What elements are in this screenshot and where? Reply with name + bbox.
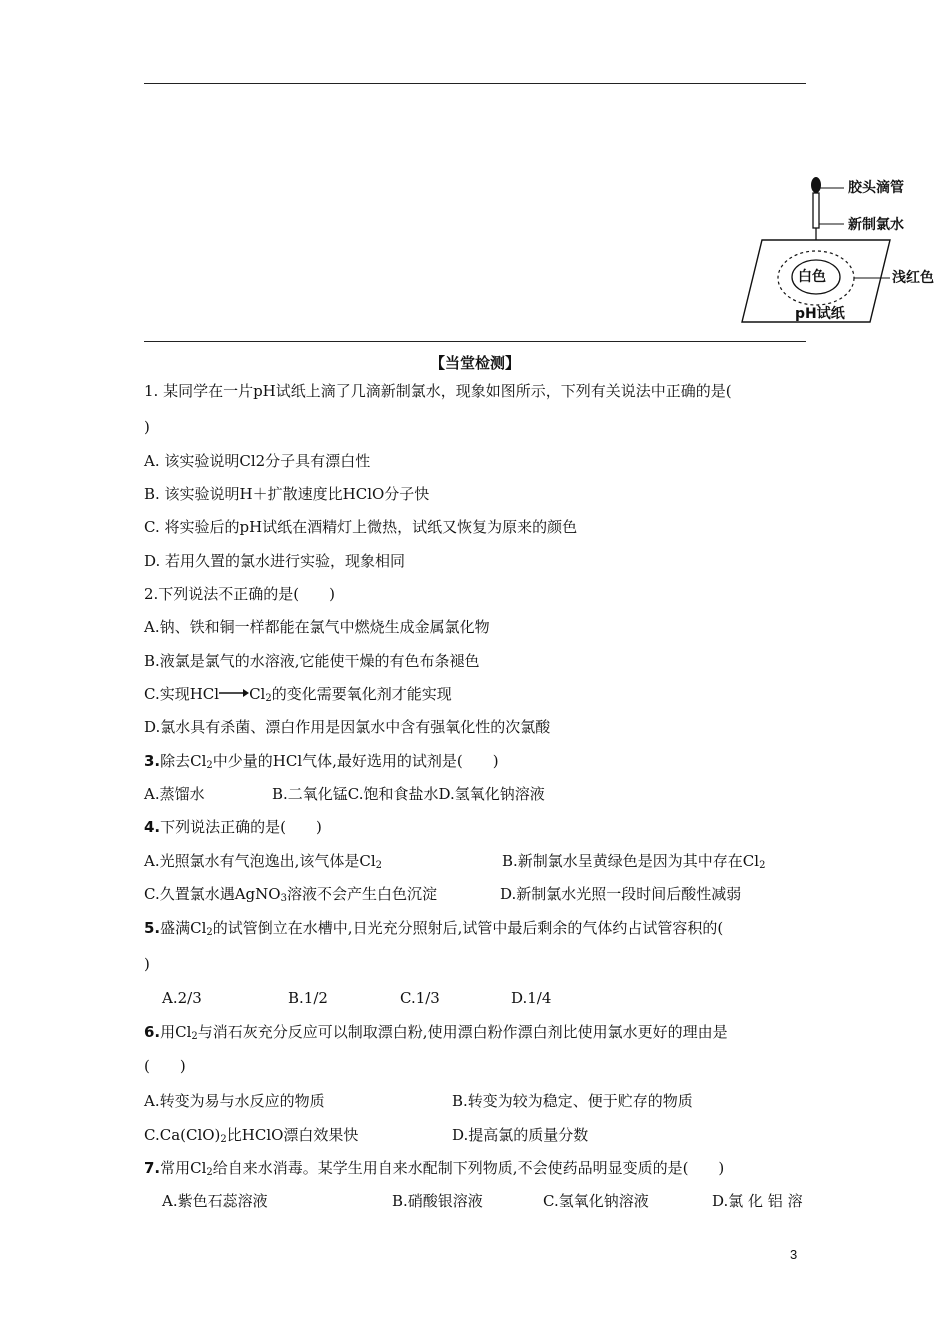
q5-option-b: B.1/2 [288,989,328,1007]
q7-option-c: C.氢氧化钠溶液 [543,1192,649,1210]
q1-option-b: B. 该实验说明H＋扩散速度比HClO分子快 [144,485,430,503]
q6-stem-b: 与消石灰充分反应可以制取漂白粉,使用漂白粉作漂白剂比使用氯水更好的理由是 [197,1023,728,1041]
label-white: 白色 [798,269,826,285]
q2-option-c-pre: C.实现HCl [144,685,220,703]
q2-option-c-post: 的变化需要氧化剂才能实现 [271,685,452,703]
q6-option-a: A.转变为易与水反应的物质 [144,1092,325,1110]
q4-option-a [144,850,382,877]
q6-option-c [144,1124,358,1151]
top-rule [144,83,806,84]
q7-number: 7. [144,1159,161,1177]
subscript: 2 [220,1134,227,1145]
q4-option-c [144,883,437,910]
subscript: 2 [265,693,272,704]
label-ph-paper: pH试纸 [795,306,845,322]
q6-option-b: B.转变为较为稳定、便于贮存的物质 [452,1092,693,1110]
dropper-bulb [811,177,821,193]
q6-option-d: D.提高氯的质量分数 [452,1126,589,1144]
q4-option-a-text: A.光照氯水有气泡逸出,该气体是Cl [144,852,376,870]
dropper-tube [813,193,819,228]
q3-number: 3. [144,752,161,770]
q5-stem-b: 的试管倒立在水槽中,日光充分照射后,试管中最后剩余的气体约占试管容积的( [212,919,724,937]
ph-paper-diagram [740,170,950,330]
q5-number: 5. [144,919,161,937]
q4-option-c-post: 溶液不会产生白色沉淀 [286,885,437,903]
section-title: 【当堂检测】 [429,354,520,372]
q7-stem-b: 给自来水消毒。某学生用自来水配制下列物质,不会使药品明显变质的是( ) [212,1159,725,1177]
q1-option-a: A. 该实验说明Cl2分子具有漂白性 [144,452,371,470]
q3-stem-a: 除去Cl [160,752,207,770]
q3-options-bcd: B.二氧化锰C.饱和食盐水D.氢氧化钠溶液 [272,785,545,803]
subscript: 2 [759,860,766,871]
q2-option-b: B.液氯是氯气的水溶液,它能使干燥的有色布条褪色 [144,652,480,670]
q5-option-c: C.1/3 [400,989,440,1007]
q2-option-c [144,683,452,710]
q5-option-d: D.1/4 [511,989,552,1007]
q7-stem-a: 常用Cl [160,1159,207,1177]
label-dropper: 胶头滴管 [848,180,904,196]
subscript: 2 [206,927,213,938]
q7-option-a: A.紫色石蕊溶液 [162,1192,268,1210]
q2-option-d: D.氯水具有杀菌、漂白作用是因氯水中含有强氧化性的次氯酸 [144,718,551,736]
q1-stem: 1. 某同学在一片pH试纸上滴了几滴新制氯水，现象如图所示，下列有关说法中正确的是( [144,382,732,400]
label-chlorine-water: 新制氯水 [848,217,904,233]
section-rule [144,341,806,342]
q1-option-c: C. 将实验后的pH试纸在酒精灯上微热，试纸又恢复为原来的颜色 [144,518,578,536]
subscript: 2 [206,1167,213,1178]
q4-stem [144,816,322,838]
q6-option-c-post: 比HClO漂白效果快 [226,1126,359,1144]
q4-option-b-text: B.新制氯水呈黄绿色是因为其中存在Cl [502,852,760,870]
q3-stem-b: 中少量的HCl气体,最好选用的试剂是( ) [212,752,499,770]
q4-option-d: D.新制氯水光照一段时间后酸性减弱 [500,885,742,903]
q1-stem-end: ) [144,418,150,436]
q5-stem-end: ) [144,955,150,973]
q7-option-d: D.氯 化 铝 溶 [712,1192,803,1210]
q2-option-a: A.钠、铁和铜一样都能在氯气中燃烧生成金属氯化物 [144,618,490,636]
q6-number: 6. [144,1023,161,1041]
q5-stem-a: 盛满Cl [160,919,207,937]
q4-stem-text: 下列说法正确的是( ) [160,818,322,836]
q6-stem [144,1021,728,1048]
subscript: 2 [206,760,213,771]
q6-option-c-pre: C.Ca(ClO) [144,1126,221,1144]
q4-option-b [502,850,765,877]
q5-stem [144,917,723,944]
q2-option-c-mid: Cl [249,685,266,703]
q4-option-c-pre: C.久置氯水遇AgNO [144,885,281,903]
q6-stem-end: ( ) [144,1057,186,1075]
subscript: 2 [375,860,383,871]
q3-option-a: A.蒸馏水 [144,785,205,803]
q4-number: 4. [144,818,161,836]
q1-option-d: D. 若用久置的氯水进行实验，现象相同 [144,552,406,570]
q2-stem: 2.下列说法不正确的是( ) [144,585,336,603]
arrow-icon [219,688,249,698]
ph-paper-figure [740,170,950,330]
label-light-red: 浅红色 [892,270,934,286]
subscript: 2 [191,1031,198,1042]
q7-option-b: B.硝酸银溶液 [392,1192,483,1210]
q6-stem-a: 用Cl [160,1023,192,1041]
q3-stem [144,750,499,777]
q5-option-a: A.2/3 [162,989,202,1007]
q7-stem [144,1157,724,1184]
page-number: 3 [790,1247,798,1262]
subscript: 3 [280,893,287,904]
